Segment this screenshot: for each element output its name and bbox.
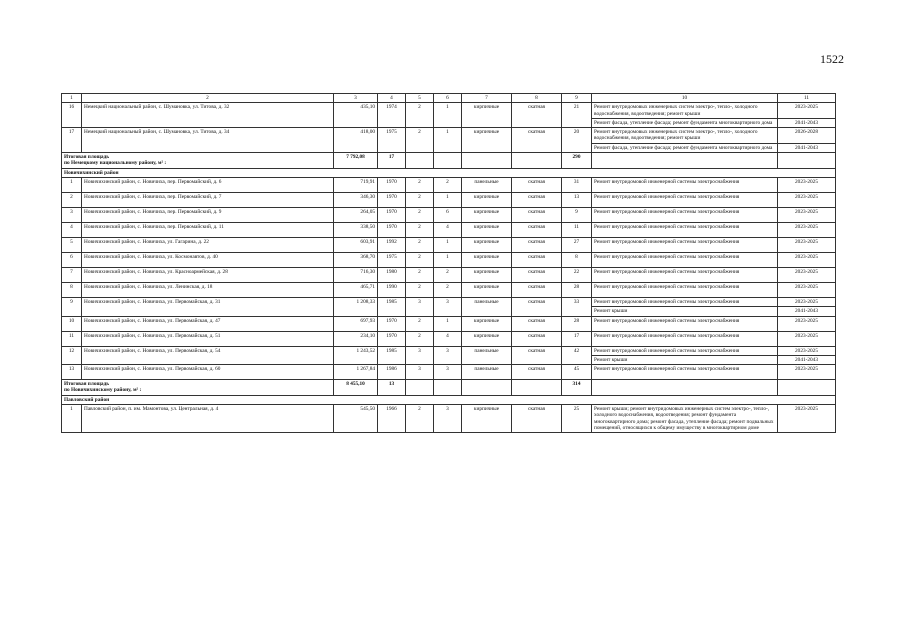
repair-work: Ремонт крыши bbox=[592, 355, 778, 364]
total-residents: 290 bbox=[562, 153, 592, 169]
build-year: 1980 bbox=[378, 267, 406, 282]
district-name: Новичихинский район bbox=[62, 168, 836, 177]
floor-count: 2 bbox=[406, 405, 434, 433]
floor-count: 2 bbox=[406, 207, 434, 222]
wall-material: кирпичные bbox=[462, 237, 512, 252]
house-area: 368,70 bbox=[334, 252, 378, 267]
novichikhinsky-total-row bbox=[62, 380, 836, 396]
wall-material: панельные bbox=[462, 346, 512, 365]
house-area: 234,10 bbox=[334, 331, 378, 346]
repair-period: 2023-2025 bbox=[778, 316, 836, 331]
empty-cell bbox=[592, 153, 778, 169]
page-number: 1522 bbox=[820, 52, 844, 66]
entrance-count: 1 bbox=[434, 103, 462, 128]
house-address: Новичихинский район, с. Новичиха, ул. Первомайская, д. 51 bbox=[82, 331, 334, 346]
repair-work: Ремонт внутридомовой инженерной системы электроснабжения bbox=[592, 207, 778, 222]
wall-material: кирпичные bbox=[462, 405, 512, 433]
row-number: 8 bbox=[62, 282, 82, 297]
column-number: 1 bbox=[62, 94, 82, 103]
repair-work: Ремонт внутридомовой инженерной системы электроснабжения bbox=[592, 252, 778, 267]
house-area: 716,30 bbox=[334, 267, 378, 282]
total-houses: 13 bbox=[378, 380, 406, 396]
house-address: Новичихинский район, с. Новичиха, пер. Первомайский, д. 11 bbox=[82, 222, 334, 237]
empty-cell bbox=[778, 153, 836, 169]
entrance-count: 2 bbox=[434, 282, 462, 297]
row-number: 1 bbox=[62, 405, 82, 433]
entrance-count: 2 bbox=[434, 177, 462, 192]
repair-work: Ремонт внутридомовой инженерной системы электроснабжения bbox=[592, 192, 778, 207]
nemetsky-total-row bbox=[62, 153, 836, 169]
entrance-count: 1 bbox=[434, 252, 462, 267]
resident-count: 13 bbox=[562, 192, 592, 207]
column-number: 9 bbox=[562, 94, 592, 103]
entrance-count: 3 bbox=[434, 405, 462, 433]
repair-work: Ремонт внутридомовой инженерной системы электроснабжения bbox=[592, 331, 778, 346]
novichikhinsky-row bbox=[62, 267, 836, 282]
nemetsky-row bbox=[62, 103, 836, 119]
repair-period: 2023-2025 bbox=[778, 177, 836, 192]
floor-count: 2 bbox=[406, 192, 434, 207]
house-area: 719,91 bbox=[334, 177, 378, 192]
repair-work: Ремонт внутридомовой инженерной системы электроснабжения bbox=[592, 346, 778, 355]
wall-material: кирпичные bbox=[462, 252, 512, 267]
empty-cell bbox=[592, 380, 778, 396]
column-number: 2 bbox=[82, 94, 334, 103]
build-year: 1992 bbox=[378, 237, 406, 252]
roof-type: скатная bbox=[512, 365, 562, 380]
floor-count: 2 bbox=[406, 252, 434, 267]
nemetsky-row bbox=[62, 128, 836, 144]
empty-cell bbox=[434, 153, 462, 169]
empty-cell bbox=[434, 380, 462, 396]
repair-period: 2023-2025 bbox=[778, 282, 836, 297]
house-address: Новичихинский район, с. Новичиха, ул. Первомайская, д. 54 bbox=[82, 346, 334, 365]
row-number: 9 bbox=[62, 297, 82, 316]
build-year: 1975 bbox=[378, 252, 406, 267]
row-number: 5 bbox=[62, 237, 82, 252]
entrance-count: 2 bbox=[434, 267, 462, 282]
roof-type: скатная bbox=[512, 128, 562, 153]
entrance-count: 1 bbox=[434, 192, 462, 207]
column-number-row bbox=[62, 94, 836, 103]
wall-material: кирпичные bbox=[462, 331, 512, 346]
row-number: 3 bbox=[62, 207, 82, 222]
repair-work: Ремонт внутридомовой инженерной системы электроснабжения bbox=[592, 267, 778, 282]
wall-material: кирпичные bbox=[462, 207, 512, 222]
house-address: Новичихинский район, с. Новичиха, ул. Первомайская, д. 31 bbox=[82, 297, 334, 316]
floor-count: 2 bbox=[406, 282, 434, 297]
empty-cell bbox=[778, 380, 836, 396]
repair-work: Ремонт внутридомовой инженерной системы электроснабжения bbox=[592, 365, 778, 380]
build-year: 1985 bbox=[378, 346, 406, 365]
novichikhinsky-row bbox=[62, 346, 836, 355]
repair-period: 2023-2025 bbox=[778, 331, 836, 346]
resident-count: 27 bbox=[562, 237, 592, 252]
row-number: 6 bbox=[62, 252, 82, 267]
floor-count: 2 bbox=[406, 222, 434, 237]
wall-material: кирпичные bbox=[462, 103, 512, 128]
entrance-count: 6 bbox=[434, 207, 462, 222]
column-number: 10 bbox=[592, 94, 778, 103]
total-area: 7 792,08 bbox=[334, 153, 378, 169]
row-number: 7 bbox=[62, 267, 82, 282]
roof-type: скатная bbox=[512, 192, 562, 207]
repair-period: 2023-2025 bbox=[778, 365, 836, 380]
repair-period: 2041-2043 bbox=[778, 143, 836, 152]
total-residents: 314 bbox=[562, 380, 592, 396]
resident-count: 20 bbox=[562, 128, 592, 153]
floor-count: 2 bbox=[406, 331, 434, 346]
total-label: Итоговая площадь по Новичихинскому району, м² : bbox=[62, 380, 334, 396]
total-label: Итоговая площадь по Немецкому национальному району, м² : bbox=[62, 153, 334, 169]
roof-type: скатная bbox=[512, 207, 562, 222]
repair-work: Ремонт крыши bbox=[592, 307, 778, 316]
column-number: 5 bbox=[406, 94, 434, 103]
house-address: Новичихинский район, с. Новичиха, пер. Первомайский, д. 7 bbox=[82, 192, 334, 207]
floor-count: 2 bbox=[406, 267, 434, 282]
build-year: 1975 bbox=[378, 128, 406, 153]
novichikhinsky-row bbox=[62, 297, 836, 306]
resident-count: 11 bbox=[562, 222, 592, 237]
roof-type: скатная bbox=[512, 316, 562, 331]
empty-cell bbox=[512, 380, 562, 396]
wall-material: панельные bbox=[462, 297, 512, 316]
house-address: Павловский район, п. им. Мамонтова, ул. Центральная, д. 4 bbox=[82, 405, 334, 433]
resident-count: 31 bbox=[562, 177, 592, 192]
empty-cell bbox=[406, 153, 434, 169]
resident-count: 21 bbox=[562, 103, 592, 128]
row-number: 12 bbox=[62, 346, 82, 365]
floor-count: 2 bbox=[406, 177, 434, 192]
repair-work: Ремонт внутридомовой инженерной системы электроснабжения bbox=[592, 222, 778, 237]
novichikhinsky-row bbox=[62, 365, 836, 380]
wall-material: панельные bbox=[462, 365, 512, 380]
floor-count: 3 bbox=[406, 365, 434, 380]
column-number: 8 bbox=[512, 94, 562, 103]
column-number: 4 bbox=[378, 94, 406, 103]
house-area: 545,50 bbox=[334, 405, 378, 433]
build-year: 1970 bbox=[378, 316, 406, 331]
pavlovsky-section-header bbox=[62, 395, 836, 404]
wall-material: кирпичные bbox=[462, 267, 512, 282]
house-address: Немецкий национальный район, с. Шумановка, ул. Титова, д. 32 bbox=[82, 103, 334, 128]
repair-period: 2041-2043 bbox=[778, 118, 836, 127]
row-number: 1 bbox=[62, 177, 82, 192]
house-area: 1 208,33 bbox=[334, 297, 378, 316]
floor-count: 2 bbox=[406, 237, 434, 252]
roof-type: скатная bbox=[512, 267, 562, 282]
empty-cell bbox=[406, 380, 434, 396]
novichikhinsky-row bbox=[62, 207, 836, 222]
resident-count: 28 bbox=[562, 316, 592, 331]
resident-count: 22 bbox=[562, 267, 592, 282]
row-number: 13 bbox=[62, 365, 82, 380]
roof-type: скатная bbox=[512, 103, 562, 128]
build-year: 1970 bbox=[378, 222, 406, 237]
repair-work: Ремонт внутридомовой инженерной системы электроснабжения bbox=[592, 237, 778, 252]
repair-period: 2023-2025 bbox=[778, 346, 836, 355]
pavlovsky-row bbox=[62, 405, 836, 433]
floor-count: 2 bbox=[406, 316, 434, 331]
repair-period: 2041-2043 bbox=[778, 307, 836, 316]
roof-type: скатная bbox=[512, 331, 562, 346]
repair-work: Ремонт фасада, утепление фасада; ремонт фундамента многоквартирного дома bbox=[592, 143, 778, 152]
build-year: 1990 bbox=[378, 282, 406, 297]
house-area: 435,10 bbox=[334, 103, 378, 128]
roof-type: скатная bbox=[512, 237, 562, 252]
column-number: 3 bbox=[334, 94, 378, 103]
house-area: 418,00 bbox=[334, 128, 378, 153]
empty-cell bbox=[512, 153, 562, 169]
column-number: 7 bbox=[462, 94, 512, 103]
repair-period: 2023-2025 bbox=[778, 207, 836, 222]
floor-count: 2 bbox=[406, 103, 434, 128]
roof-type: скатная bbox=[512, 282, 562, 297]
entrance-count: 3 bbox=[434, 346, 462, 365]
wall-material: кирпичные bbox=[462, 316, 512, 331]
repair-work: Ремонт крыши; ремонт внутридомовых инженерных систем электро-, тепло-, холодного водоснабжения, водоотведения; ремонт фундамента многоквартирного дома; ремонт фасада, утепление фасада; ремонт подвальных помещений, относящихся к общему имуществу в многоквартирном доме bbox=[592, 405, 778, 433]
repair-work: Ремонт внутридомовой инженерной системы электроснабжения bbox=[592, 316, 778, 331]
row-number: 4 bbox=[62, 222, 82, 237]
row-number: 2 bbox=[62, 192, 82, 207]
repair-period: 2023-2025 bbox=[778, 267, 836, 282]
repair-period: 2023-2025 bbox=[778, 252, 836, 267]
house-address: Новичихинский район, с. Новичиха, пер. Первомайский, д. 6 bbox=[82, 177, 334, 192]
house-address: Новичихинский район, с. Новичиха, ул. Первомайская, д. 60 bbox=[82, 365, 334, 380]
repair-work: Ремонт внутридомовой инженерной системы электроснабжения bbox=[592, 282, 778, 297]
novichikhinsky-row bbox=[62, 177, 836, 192]
resident-count: 17 bbox=[562, 331, 592, 346]
wall-material: кирпичные bbox=[462, 282, 512, 297]
floor-count: 3 bbox=[406, 297, 434, 316]
build-year: 1970 bbox=[378, 192, 406, 207]
house-address: Новичихинский район, с. Новичиха, ул. Гагарина, д. 22 bbox=[82, 237, 334, 252]
house-area: 603,91 bbox=[334, 237, 378, 252]
floor-count: 3 bbox=[406, 346, 434, 365]
novichikhinsky-row bbox=[62, 316, 836, 331]
resident-count: 33 bbox=[562, 297, 592, 316]
build-year: 1974 bbox=[378, 103, 406, 128]
repair-work: Ремонт внутридомовой инженерной системы электроснабжения bbox=[592, 297, 778, 306]
total-area: 8 455,10 bbox=[334, 380, 378, 396]
roof-type: скатная bbox=[512, 252, 562, 267]
house-area: 465,71 bbox=[334, 282, 378, 297]
build-year: 1970 bbox=[378, 207, 406, 222]
house-address: Новичихинский район, с. Новичиха, ул. Космонавтов, д. 40 bbox=[82, 252, 334, 267]
total-houses: 17 bbox=[378, 153, 406, 169]
novichikhinsky-row bbox=[62, 237, 836, 252]
house-address: Новичихинский район, с. Новичиха, ул. Красноармейская, д. 28 bbox=[82, 267, 334, 282]
column-number: 11 bbox=[778, 94, 836, 103]
entrance-count: 3 bbox=[434, 297, 462, 316]
repair-work: Ремонт внутридомовых инженерных систем электро-, тепло-, холодного водоснабжения, водоотведения; ремонт крыши bbox=[592, 128, 778, 144]
resident-count: 45 bbox=[562, 365, 592, 380]
floor-count: 2 bbox=[406, 128, 434, 153]
repair-period: 2026-2028 bbox=[778, 128, 836, 144]
roof-type: скатная bbox=[512, 177, 562, 192]
wall-material: кирпичные bbox=[462, 222, 512, 237]
house-area: 697,93 bbox=[334, 316, 378, 331]
build-year: 1985 bbox=[378, 297, 406, 316]
novichikhinsky-row bbox=[62, 282, 836, 297]
row-number: 17 bbox=[62, 128, 82, 153]
repair-period: 2023-2025 bbox=[778, 192, 836, 207]
novichikhinsky-row bbox=[62, 222, 836, 237]
wall-material: кирпичные bbox=[462, 192, 512, 207]
repair-period: 2023-2025 bbox=[778, 222, 836, 237]
entrance-count: 4 bbox=[434, 222, 462, 237]
roof-type: скатная bbox=[512, 346, 562, 365]
repair-work: Ремонт фасада, утепление фасада; ремонт фундамента многоквартирного дома bbox=[592, 118, 778, 127]
build-year: 1970 bbox=[378, 331, 406, 346]
house-address: Новичихинский район, с. Новичиха, ул. Первомайская, д. 47 bbox=[82, 316, 334, 331]
roof-type: скатная bbox=[512, 405, 562, 433]
row-number: 10 bbox=[62, 316, 82, 331]
entrance-count: 1 bbox=[434, 237, 462, 252]
roof-type: скатная bbox=[512, 297, 562, 316]
repair-period: 2023-2025 bbox=[778, 297, 836, 306]
house-area: 346,30 bbox=[334, 192, 378, 207]
wall-material: панельные bbox=[462, 177, 512, 192]
house-area: 264,05 bbox=[334, 207, 378, 222]
roof-type: скатная bbox=[512, 222, 562, 237]
empty-cell bbox=[462, 153, 512, 169]
novichikhinsky-row bbox=[62, 252, 836, 267]
empty-cell bbox=[462, 380, 512, 396]
repair-work: Ремонт внутридомовых инженерных систем электро-, тепло-, холодного водоснабжения, водоотведения; ремонт крыши bbox=[592, 103, 778, 119]
column-number: 6 bbox=[434, 94, 462, 103]
entrance-count: 3 bbox=[434, 365, 462, 380]
resident-count: 42 bbox=[562, 346, 592, 365]
entrance-count: 4 bbox=[434, 331, 462, 346]
novichikhinsky-row bbox=[62, 331, 836, 346]
build-year: 1986 bbox=[378, 365, 406, 380]
row-number: 11 bbox=[62, 331, 82, 346]
house-area: 1 267,84 bbox=[334, 365, 378, 380]
repair-period: 2023-2025 bbox=[778, 405, 836, 433]
repair-period: 2023-2025 bbox=[778, 237, 836, 252]
repair-period: 2023-2025 bbox=[778, 103, 836, 119]
house-area: 1 243,52 bbox=[334, 346, 378, 365]
district-name: Павловский район bbox=[62, 395, 836, 404]
house-address: Новичихинский район, с. Новичиха, пер. Первомайский, д. 9 bbox=[82, 207, 334, 222]
repair-period: 2041-2043 bbox=[778, 355, 836, 364]
house-address: Новичихинский район, с. Новичиха, ул. Ленинская, д. 18 bbox=[82, 282, 334, 297]
repair-work: Ремонт внутридомовой инженерной системы электроснабжения bbox=[592, 177, 778, 192]
entrance-count: 1 bbox=[434, 128, 462, 153]
house-address: Немецкий национальный район, с. Шумановка, ул. Титова, д. 34 bbox=[82, 128, 334, 153]
entrance-count: 1 bbox=[434, 316, 462, 331]
resident-count: 25 bbox=[562, 405, 592, 433]
row-number: 16 bbox=[62, 103, 82, 128]
novichikhinsky-row bbox=[62, 192, 836, 207]
build-year: 1966 bbox=[378, 405, 406, 433]
resident-count: 9 bbox=[562, 207, 592, 222]
build-year: 1970 bbox=[378, 177, 406, 192]
resident-count: 28 bbox=[562, 282, 592, 297]
housing-register-table bbox=[61, 93, 836, 433]
wall-material: кирпичные bbox=[462, 128, 512, 153]
resident-count: 8 bbox=[562, 252, 592, 267]
novichikhinsky-section-header bbox=[62, 168, 836, 177]
house-area: 338,50 bbox=[334, 222, 378, 237]
